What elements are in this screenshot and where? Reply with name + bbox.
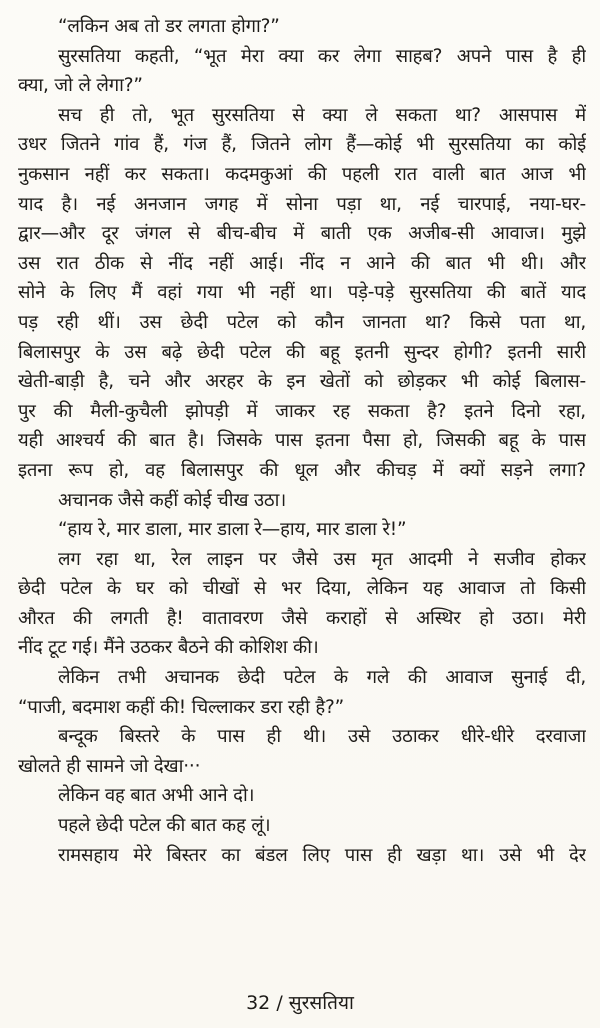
- page-number: 32: [246, 992, 271, 1014]
- text-line: सच ही तो, भूत सुरसतिया से क्या ले सकता था? आसपास में: [58, 104, 586, 126]
- text-line: पड़ रही थीं। उस छेदी पटेल को कौन जानता था? किसे पता था,: [18, 311, 586, 333]
- book-title: सुरसतिया: [288, 992, 354, 1014]
- text-line: छेदी पटेल के घर को चीखों से भर दिया, लेकिन यह आवाज तो किसी: [18, 578, 586, 600]
- body-text: [18, 12, 586, 870]
- text-line: इतना रूप हो, वह बिलासपुर की धूल और कीचड़ में क्यों सड़ने लगा?: [18, 459, 586, 481]
- text-line: द्वार—और दूर जंगल से बीच-बीच में बाती एक अजीब-सी आवाज। मुझे: [18, 223, 586, 245]
- text-line: यही आश्चर्य की बात है। जिसके पास इतना पैसा हो, जिसकी बहू के पास: [18, 430, 586, 452]
- text-line: सुरसतिया कहती, “भूत मेरा क्या कर लेगा साहब? अपने पास है ही: [58, 45, 586, 67]
- text-line: खेती-बाड़ी है, चने और अरहर के इन खेतों को छोड़कर भी कोई बिलास-: [18, 371, 586, 393]
- text-line: लग रहा था, रेल लाइन पर जैसे उस मृत आदमी ने सजीव होकर: [58, 548, 586, 570]
- text-line: बन्दूक बिस्तरे के पास ही थी। उसे उठाकर धीरे-धीरे दरवाजा: [58, 726, 586, 748]
- text-line: औरत की लगती है! वातावरण जैसे कराहों से अस्थिर हो उठा। मेरी: [18, 607, 586, 629]
- text-line: सोने के लिए मैं वहां गया भी नहीं था। पड़े-पड़े सुरसतिया की बातें याद: [18, 282, 586, 304]
- text-line: लेकिन वह बात अभी आने दो।: [58, 785, 255, 807]
- text-line: “पाजी, बदमाश कहीं की! चिल्लाकर डरा रही है?”: [18, 696, 344, 718]
- text-line: “लकिन अब तो डर लगता होगा?”: [58, 16, 280, 37]
- text-line: अचानक जैसे कहीं कोई चीख उठा।: [58, 489, 287, 511]
- text-line: याद है। नई अनजान जगह में सोना पड़ा था, नई चारपाई, नया-घर-: [18, 193, 586, 215]
- text-line: बिलासपुर के उस बढ़े छेदी पटेल की बहू इतनी सुन्दर होगी? इतनी सारी: [18, 341, 586, 363]
- text-line: नींद टूट गई। मैंने उठकर बैठने की कोशिश की।: [18, 637, 319, 659]
- text-line: क्या, जो ले लेगा?”: [18, 75, 143, 97]
- text-line: खोलते ही सामने जो देखा···: [18, 755, 201, 777]
- text-line: नुकसान नहीं कर सकता। कदमकुआं की पहली रात वाली बात आज भी: [18, 163, 586, 185]
- text-line: पुर की मैली-कुचैली झोपड़ी में जाकर रह सकता है? इतने दिनो रहा,: [18, 400, 586, 422]
- text-line: उस रात ठीक से नींद नहीं आई। नींद न आने की बात भी थी। और: [18, 252, 586, 274]
- text-line: रामसहाय मेरे बिस्तर का बंडल लिए पास ही खड़ा था। उसे भी देर: [58, 844, 586, 866]
- text-line: “हाय रे, मार डाला, मार डाला रे—हाय, मार डाला रे!”: [58, 519, 407, 541]
- page-footer: [0, 990, 600, 1016]
- text-line: लेकिन तभी अचानक छेदी पटेल के गले की आवाज सुनाई दी,: [58, 667, 586, 689]
- footer-separator: /: [276, 992, 283, 1014]
- text-line: उधर जितने गांव हैं, गंज हैं, जितने लोग हैं—कोई भी सुरसतिया का कोई: [18, 134, 586, 156]
- text-line: पहले छेदी पटेल की बात कह लूं।: [58, 815, 271, 837]
